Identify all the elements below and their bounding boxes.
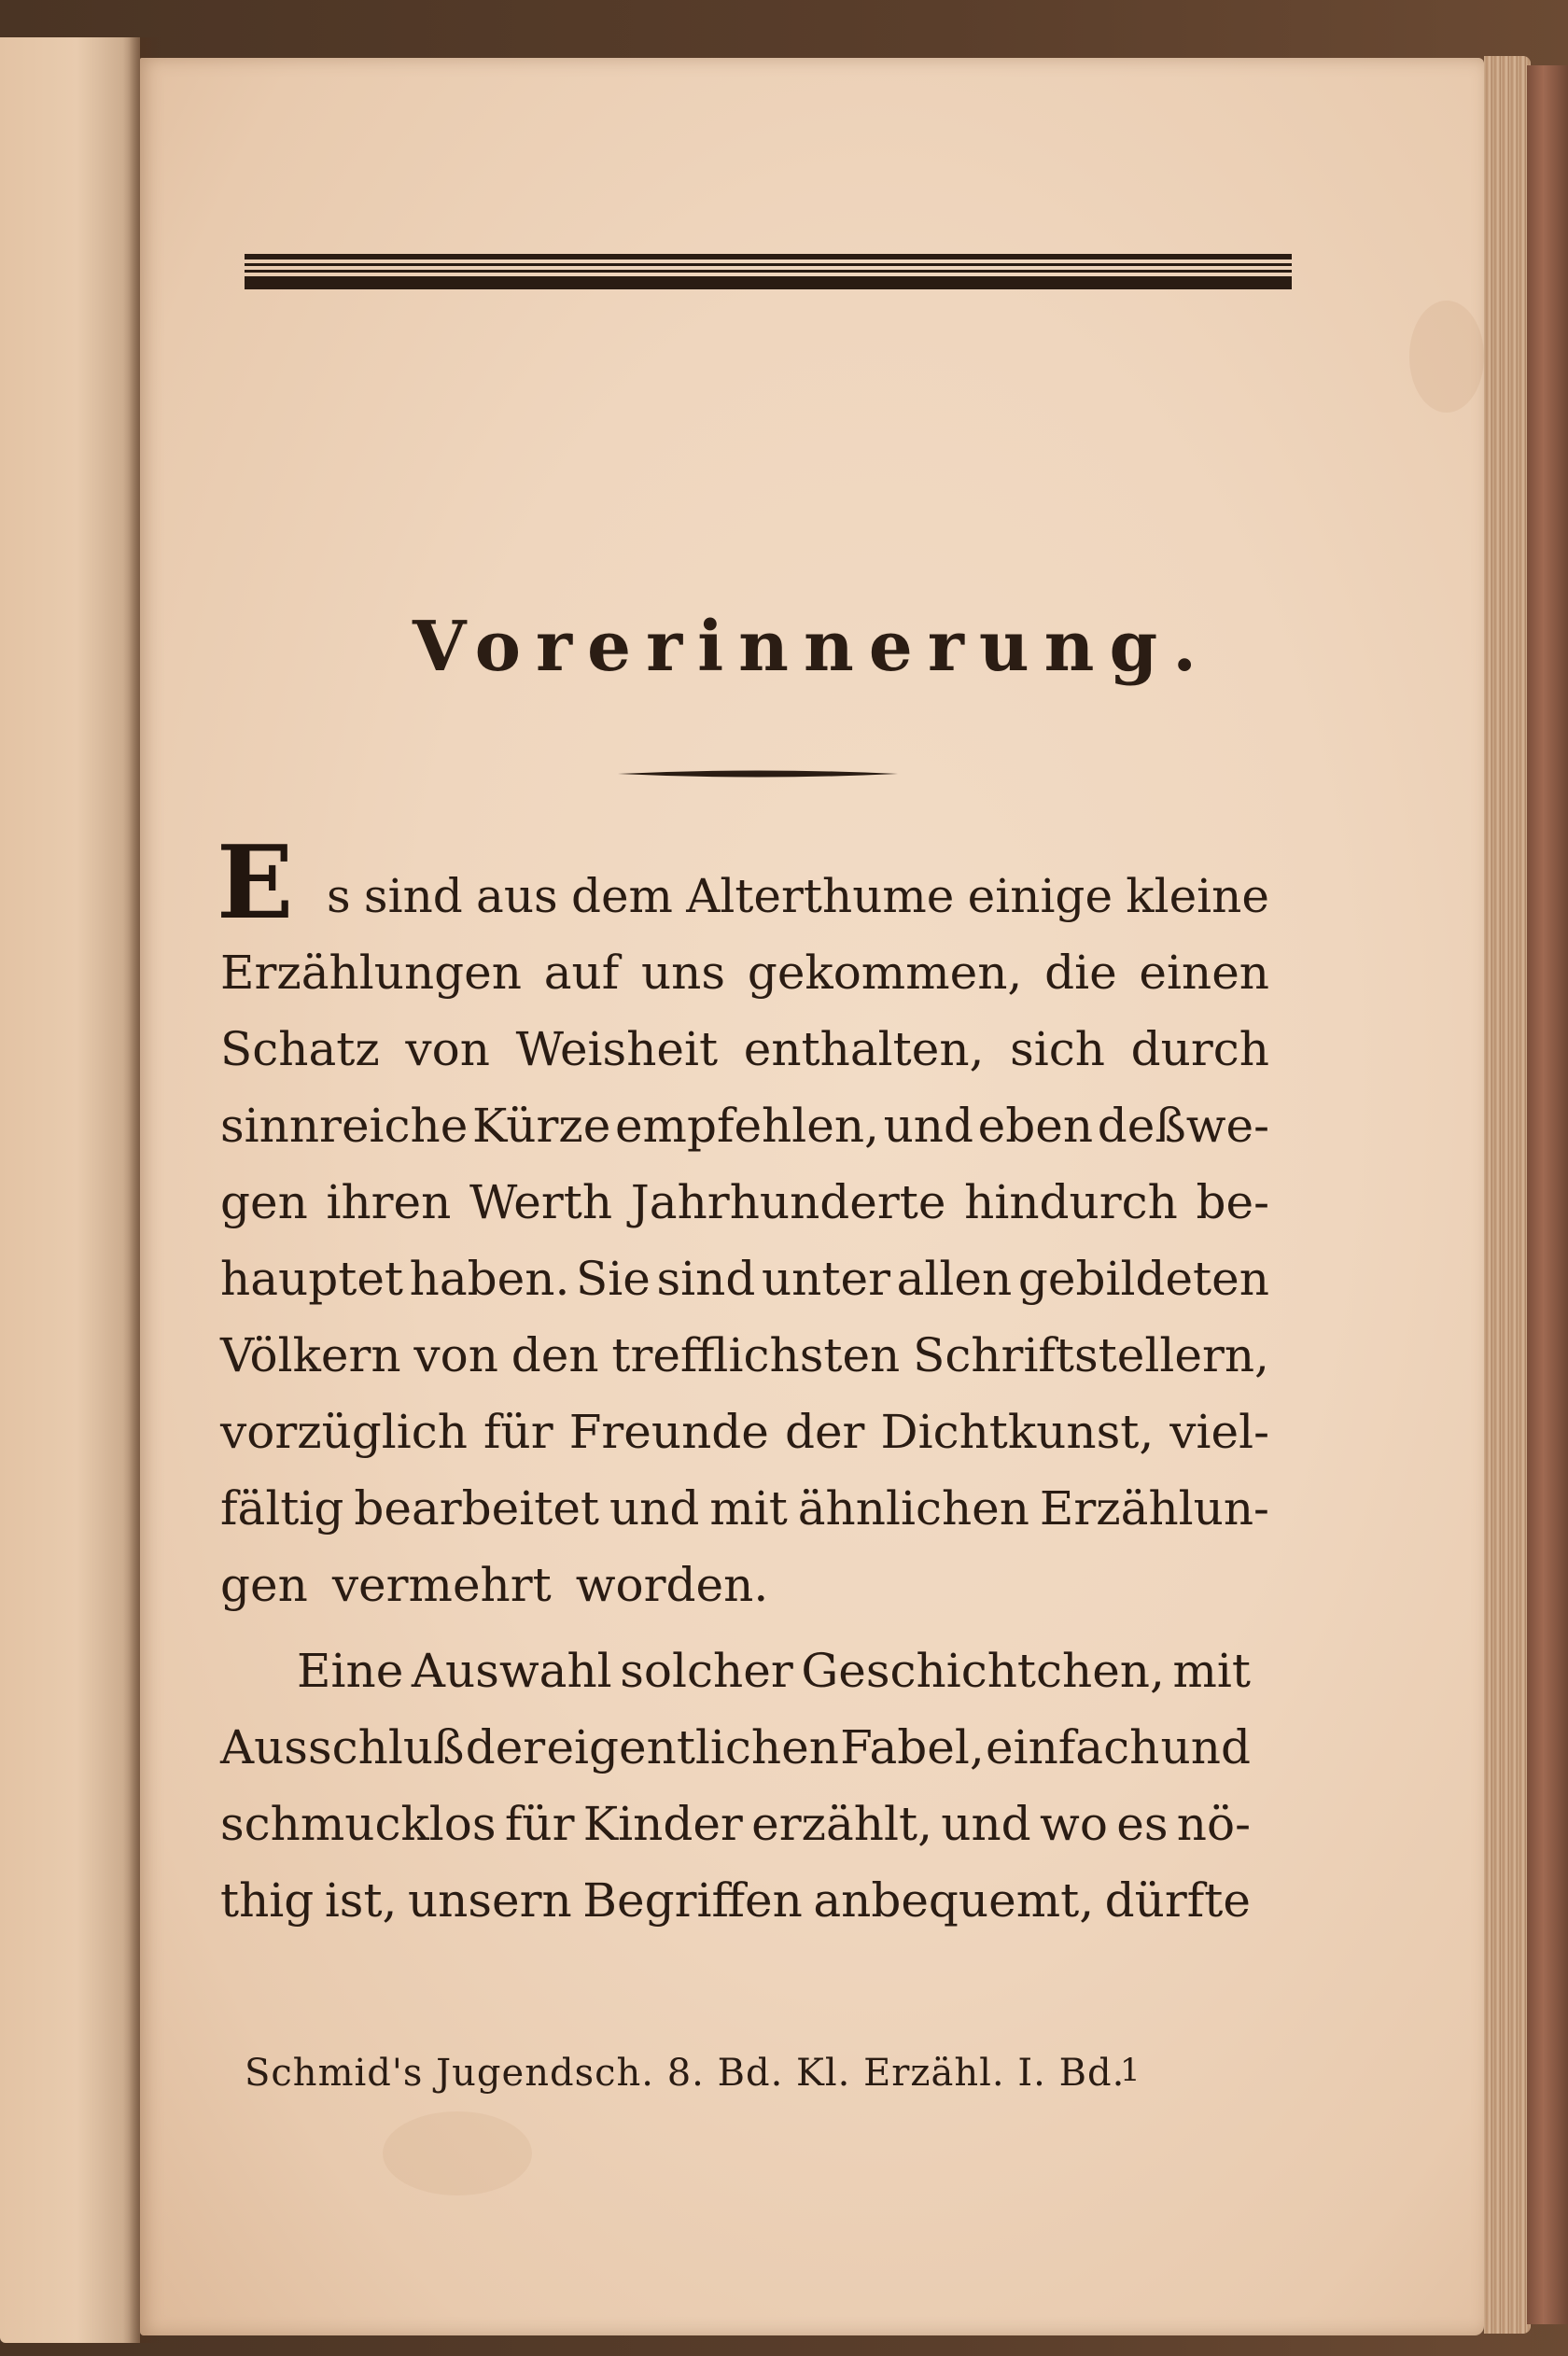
drop-cap: E: [217, 824, 294, 942]
word: Dichtkunst,: [880, 1405, 1155, 1459]
word: bearbeitet: [354, 1481, 600, 1536]
text-line: [220, 1872, 1251, 1928]
word: von: [413, 1328, 498, 1382]
word: anbequemt,: [813, 1873, 1095, 1928]
text-line: [327, 868, 1269, 924]
word: gen: [220, 1558, 308, 1612]
word: Sie: [576, 1252, 651, 1306]
text-line: [220, 1174, 1269, 1230]
word: unter: [761, 1252, 890, 1306]
paper-stain: [383, 2111, 532, 2195]
word: und: [1160, 1720, 1251, 1774]
page-heading: Vorerinnerung.: [413, 607, 1211, 687]
word: für: [483, 1405, 553, 1459]
word: Erzählungen: [220, 946, 522, 1000]
word: dürfte: [1104, 1873, 1251, 1928]
book-cover-edge: [1527, 65, 1568, 2324]
word: be-: [1196, 1175, 1269, 1229]
word: trefflichsten: [611, 1328, 901, 1382]
word: und: [883, 1099, 974, 1153]
word: eben: [977, 1099, 1094, 1153]
page-stack-edge: [1484, 56, 1531, 2334]
word: enthalten,: [743, 1022, 985, 1076]
text-line: [297, 1643, 1251, 1699]
word: gebildeten: [1017, 1252, 1269, 1306]
text-line: [220, 1557, 1269, 1613]
word: Jahrhunderte: [630, 1175, 946, 1229]
word: mit: [1172, 1644, 1251, 1698]
word: es: [1116, 1797, 1169, 1851]
word: schmucklos: [220, 1797, 497, 1851]
word: eigentlichen: [546, 1720, 839, 1774]
word: Völkern: [220, 1328, 401, 1382]
word: Auswahl: [411, 1644, 612, 1698]
text-line: [220, 1021, 1269, 1077]
word: erzählt,: [751, 1797, 932, 1851]
word: Freunde: [568, 1405, 769, 1459]
word: Weisheit: [515, 1022, 719, 1076]
signature-mark: 1: [1120, 2052, 1141, 2089]
word: durch: [1130, 1022, 1269, 1076]
word: Fabel,: [840, 1720, 985, 1774]
word: uns: [640, 946, 726, 1000]
word: Werth: [469, 1175, 613, 1229]
word: die: [1044, 946, 1117, 1000]
word: einige: [967, 869, 1113, 923]
word: Erzählun-: [1039, 1481, 1269, 1536]
word: ihren: [326, 1175, 452, 1229]
word: empfehlen,: [614, 1099, 879, 1153]
word: fältig: [220, 1481, 344, 1536]
word: von: [405, 1022, 490, 1076]
word: ist,: [324, 1873, 398, 1928]
word: worden.: [575, 1558, 769, 1612]
word: sich: [1010, 1022, 1105, 1076]
word: auf: [543, 946, 620, 1000]
word: s: [327, 869, 351, 923]
word: Kinder: [582, 1797, 743, 1851]
text-line: [220, 945, 1269, 1001]
word: Begriffen: [582, 1873, 803, 1928]
word: Eine: [297, 1644, 404, 1698]
word: gekommen,: [747, 946, 1023, 1000]
word: vermehrt: [331, 1558, 552, 1612]
paper-stain: [1409, 301, 1484, 413]
word: thig: [220, 1873, 315, 1928]
word: ähnlichen: [797, 1481, 1029, 1536]
word: der: [465, 1720, 546, 1774]
double-rule-ornament: [245, 252, 1292, 306]
word: viel-: [1169, 1405, 1269, 1459]
text-line: [220, 1098, 1269, 1154]
word: wo: [1040, 1797, 1108, 1851]
word: unsern: [407, 1873, 572, 1928]
word: solcher: [620, 1644, 793, 1698]
word: Kürze: [472, 1099, 611, 1153]
word: nö-: [1176, 1797, 1251, 1851]
word: sind: [656, 1252, 756, 1306]
word: kleine: [1126, 869, 1269, 923]
word: haben.: [409, 1252, 570, 1306]
previous-page-edge: [0, 37, 140, 2343]
word: hauptet: [220, 1252, 403, 1306]
word: den: [511, 1328, 599, 1382]
word: Schatz: [220, 1022, 380, 1076]
word: Geschichtchen,: [801, 1644, 1165, 1698]
text-line: [220, 1719, 1251, 1775]
text-line: [220, 1251, 1269, 1307]
word: Alterthume: [686, 869, 955, 923]
word: der: [784, 1405, 865, 1459]
word: gen: [220, 1175, 308, 1229]
word: allen: [896, 1252, 1013, 1306]
printer-signature: Schmid's Jugendsch. 8. Bd. Kl. Erzähl. I. Bd.: [245, 2052, 1126, 2095]
word: mit: [709, 1481, 788, 1536]
word: einfach: [985, 1720, 1160, 1774]
word: dem: [570, 869, 673, 923]
word: für: [504, 1797, 575, 1851]
text-line: [220, 1796, 1251, 1852]
text-line: [220, 1327, 1269, 1383]
heading-divider: [618, 765, 898, 782]
word: und: [941, 1797, 1031, 1851]
text-line: [220, 1404, 1269, 1460]
word: sinnreiche: [220, 1099, 469, 1153]
word: vorzüglich: [220, 1405, 468, 1459]
word: einen: [1139, 946, 1269, 1000]
word: Schriftstellern,: [913, 1328, 1269, 1382]
text-line: [220, 1480, 1269, 1536]
word: und: [609, 1481, 700, 1536]
word: sind: [363, 869, 463, 923]
word: aus: [476, 869, 558, 923]
word: deßwe-: [1097, 1099, 1269, 1153]
word: Ausschluß: [220, 1720, 465, 1774]
word: hindurch: [964, 1175, 1178, 1229]
